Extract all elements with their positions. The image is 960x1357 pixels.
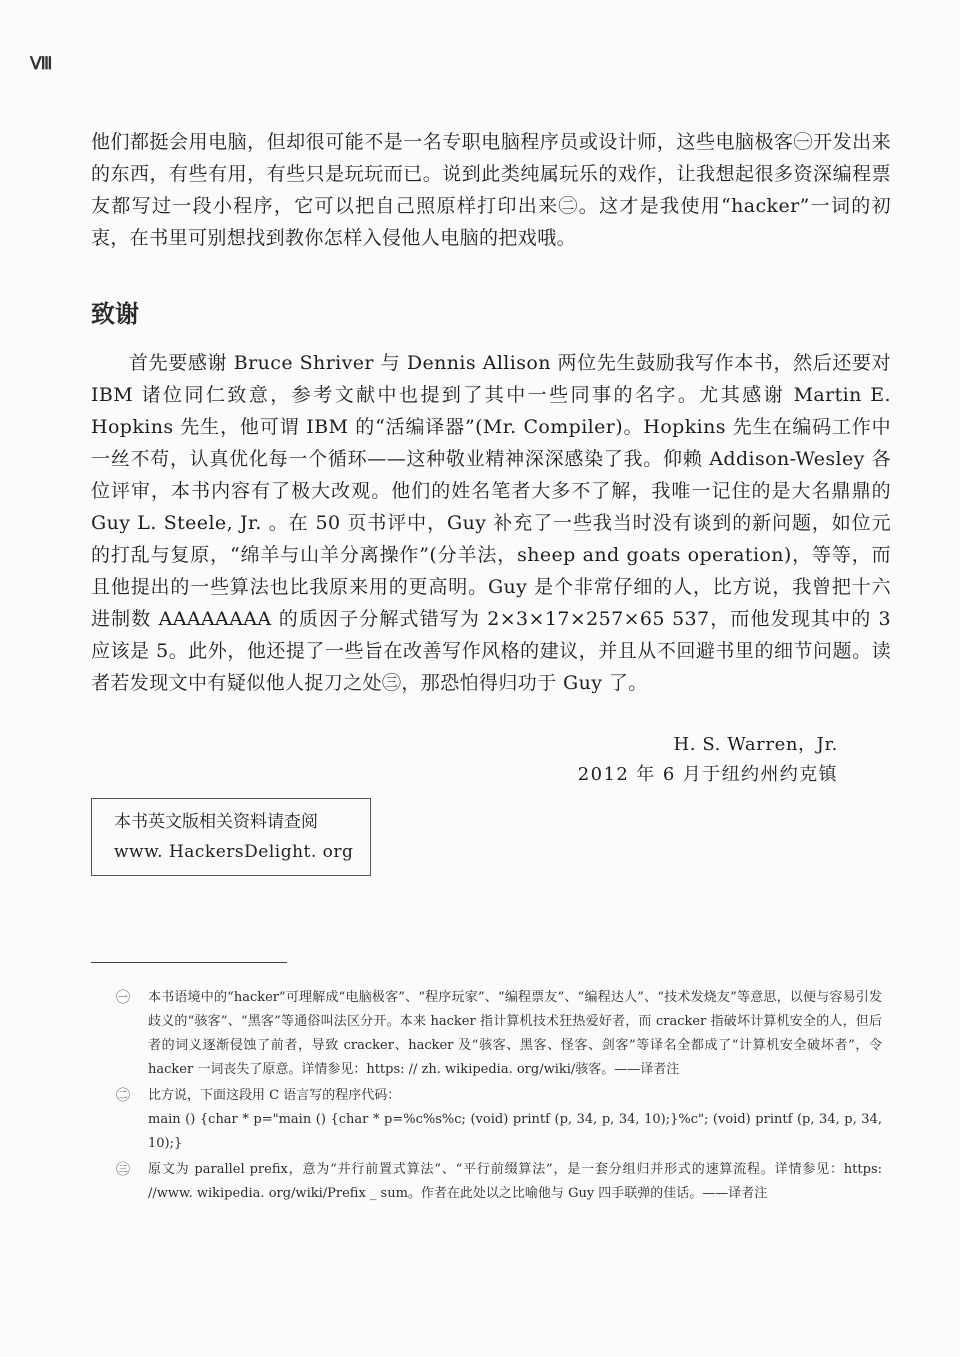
footnote-1 [116, 986, 882, 1082]
footnote-text: 原文为 parallel prefix，意为“并行前置式算法”、“平行前缀算法”，是一套分组归并形式的速算流程。详情参见：https: //www. wikipedia. org/wiki/Prefix _ sum。作者在此处以之比喻他与 Guy 四手联弹的佳话。——译者注 [148, 1162, 882, 1201]
info-box-text: 本书英文版相关资料请查阅 [114, 812, 318, 832]
footnote-text: 本书语境中的“hacker”可理解成“电脑极客”、“程序玩家”、“编程票友”、“编程达人”、“技术发烧友”等意思，以便与容易引发歧义的“骇客”、“黑客”等通俗叫法区分开。本来 hacker 指计算机技术狂热爱好者，而 cracker 指破坏计算机安全的人，但后者的词义逐渐侵蚀了前者，导致 cracker、hacker 及“骇客、黑客、怪客、剑客”等译名全都成了“计算机安全破坏者”，令 hacker 一词丧失了原意。详情参见：https: // zh. wikipedia. org/wiki/骇客。——译者注 [148, 990, 882, 1077]
intro-paragraph: 他们都挺会用电脑，但却很可能不是一名专职电脑程序员或设计师，这些电脑极客㊀开发出来的东西，有些有用，有些只是玩玩而已。说到此类纯属玩乐的戏作，让我想起很多资深编程票友都写过一段小程序，它可以把自己照原样打印出来㊁。这才是我使用“hacker”一词的初衷，在书里可别想找到教你怎样入侵他人电脑的把戏哦。 [91, 131, 891, 249]
info-box-url: www. HackersDelight. org [114, 842, 354, 862]
footnote-marker: ㊀ [116, 990, 130, 1006]
footnote-code: main () {char * p="main () {char * p=%c%s%c; (void) printf (p, 34, p, 34, 10);}%c"; (void) printf (p, 34, p, 34, 10);} [148, 1112, 882, 1151]
section-heading-acknowledgements: 致谢 [91, 300, 139, 328]
footnotes [116, 986, 882, 1208]
signature-name: H. S. Warren，Jr. [673, 734, 838, 755]
resource-info-box [91, 798, 371, 876]
footnote-marker: ㊂ [116, 1162, 130, 1178]
footnote-divider [91, 962, 287, 963]
footnote-2 [116, 1084, 882, 1156]
signature-date: 2012 年 6 月于纽约州约克镇 [577, 764, 838, 785]
footnote-marker: ㊁ [116, 1088, 130, 1104]
footnote-text: 比方说，下面这段用 C 语言写的程序代码： [148, 1088, 401, 1103]
page-number: Ⅷ [30, 54, 53, 73]
acknowledgements-paragraph: 首先要感谢 Bruce Shriver 与 Dennis Allison 两位先生鼓励我写作本书，然后还要对 IBM 诸位同仁致意，参考文献中也提到了其中一些同事的名字。尤其感谢 Martin E. Hopkins 先生，他可谓 IBM 的“活编译器”(Mr. Compiler)。Hopkins 先生在编码工作中一丝不苟，认真优化每一个循环——这种敬业精神深深感染了我。仰赖 Addison-Wesley 各位评审，本书内容有了极大改观。他们的姓名笔者大多不了解，我唯一记住的是大名鼎鼎的 Guy L. Steele, Jr. 。在 50 页书评中，Guy 补充了一些我当时没有谈到的新问题，如位元的打乱与复原，“绵羊与山羊分离操作”(分羊法，sheep and goats operation)，等等，而且他提出的一些算法也比我原来用的更高明。Guy 是个非常仔细的人，比方说，我曾把十六进制数 AAAAAAAA 的质因子分解式错写为 2×3×17×257×65 537，而他发现其中的 3 应该是 5。此外，他还提了一些旨在改善写作风格的建议，并且从不回避书里的细节问题。读者若发现文中有疑似他人捉刀之处㊂，那恐怕得归功于 Guy 了。 [91, 352, 891, 694]
footnote-3 [116, 1158, 882, 1206]
